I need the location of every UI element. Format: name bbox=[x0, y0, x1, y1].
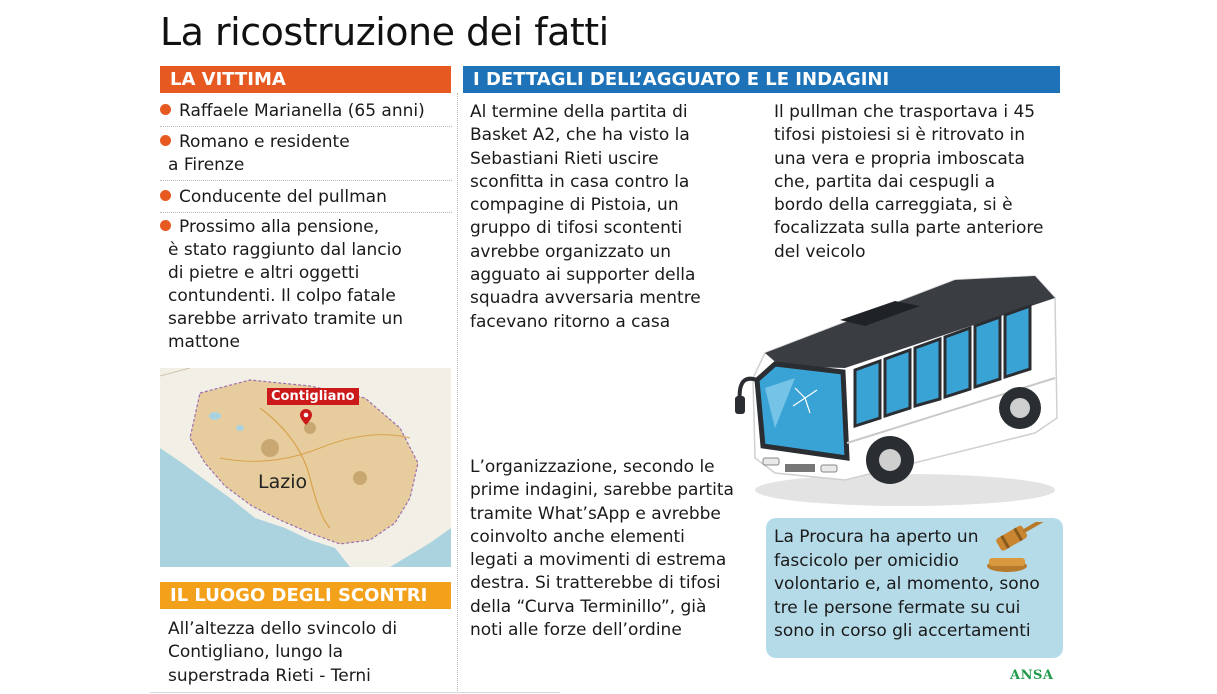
list-item: Prossimo alla pensione, è stato raggiunto dal lancio di pietre e altri oggetti contundenti. Il colpo fatale sarebbe arrivato tramite un mattone bbox=[160, 216, 452, 357]
bullet-dot-icon bbox=[160, 220, 171, 231]
credit-logo: ANSA bbox=[1010, 668, 1054, 683]
bullet-dot-icon bbox=[160, 104, 171, 115]
list-item: Raffaele Marianella (65 anni) bbox=[160, 100, 452, 127]
map-pin-icon bbox=[300, 409, 312, 425]
section-header-dettagli: I DETTAGLI DELL’AGGUATO E LE INDAGINI bbox=[463, 66, 1060, 93]
section-header-vittima: LA VITTIMA bbox=[160, 66, 451, 93]
bullet-dot-icon bbox=[160, 190, 171, 201]
luogo-text: All’altezza dello svincolo di Contigliano, lungo la superstrada Rieti - Terni bbox=[168, 619, 398, 686]
bullet-dot-icon bbox=[160, 135, 171, 146]
bottom-divider bbox=[150, 692, 560, 693]
list-item: Romano e residente a Firenze bbox=[160, 131, 452, 181]
map-place-label: Contigliano bbox=[267, 388, 359, 405]
dettagli-text-1: Al termine della partita di Basket A2, che ha visto la Sebastiani Rieti uscire sconfitta in casa contro la compagine di Pistoia, un gruppo di tifosi scontenti avrebbe organizzato un agguato ai supporter della squadra avversaria mentre facevano ritorno a casa bbox=[470, 102, 701, 332]
procura-text: La Procura ha aperto un fascicolo per omicidio volontario e, al momento, sono tre le persone fermate su cui sono in corso gli accertamenti bbox=[774, 527, 1040, 641]
section-header-luogo: IL LUOGO DEGLI SCONTRI bbox=[160, 582, 451, 609]
page-title: La ricostruzione dei fatti bbox=[160, 10, 609, 54]
map-region-label: Lazio bbox=[258, 471, 308, 493]
column-divider bbox=[457, 93, 458, 693]
bus-icon bbox=[735, 268, 1060, 513]
gavel-icon bbox=[985, 522, 1057, 574]
list-item: Conducente del pullman bbox=[160, 186, 452, 213]
dettagli-text-3: L’organizzazione, secondo le prime indagini, sarebbe partita tramite What’sApp e avrebbe coinvolto anche elementi legati a movimenti di estrema destra. Si tratterebbe di tifosi della “Curva Terminillo”, già noti alle forze dell’ordine bbox=[470, 457, 734, 641]
dettagli-text-2: Il pullman che trasportava i 45 tifosi pistoiesi si è ritrovato in una vera e propria imboscata che, partita dai cespugli a bordo della carreggiata, si è focalizzata sulla parte anteriore del veicolo bbox=[774, 102, 1044, 262]
